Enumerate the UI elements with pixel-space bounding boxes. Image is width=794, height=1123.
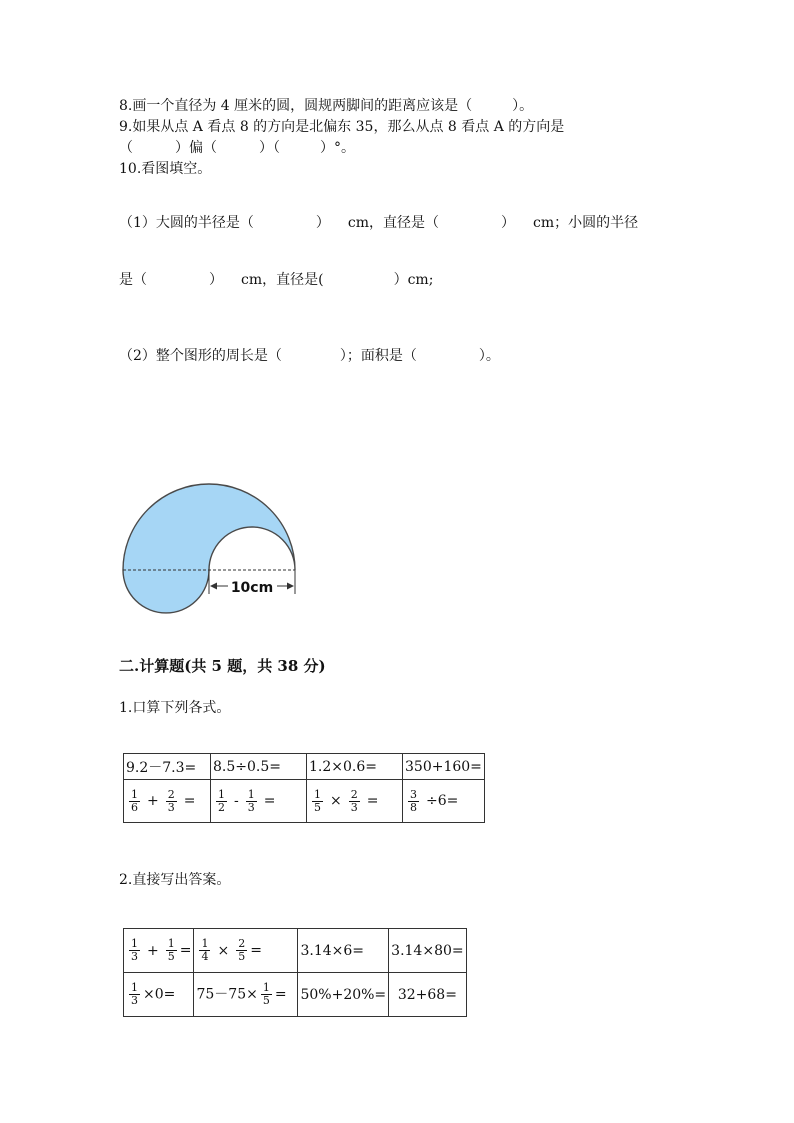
fraction: $\frac{1}{5}$	[314, 787, 321, 814]
table-cell: 8.5÷0.5=	[211, 754, 307, 780]
calc-2-title: 2.直接写出答案。	[119, 872, 231, 888]
table-row	[124, 780, 485, 823]
fraction: $\frac{1}{2}$	[218, 787, 225, 814]
question-10-part-2: （2）整个图形的周长是（ ）；面积是（ ）。	[119, 348, 500, 364]
question-10-title: 10.看图填空。	[119, 161, 212, 177]
table-row	[124, 754, 485, 780]
table-row	[124, 929, 467, 973]
fraction: $\frac{1}{3}$	[131, 937, 138, 963]
arrowhead-left-icon	[210, 583, 217, 590]
table-cell: 1.2×0.6=	[307, 754, 403, 780]
table-cell: 9.2－7.3=	[124, 754, 211, 780]
table-cell: $\frac{1}{2}$ - $\frac{1}{3}$ =	[211, 780, 307, 823]
table-cell: $\frac{1}{3}$ + $\frac{1}{5}$ =	[124, 929, 194, 973]
fraction: $\frac{1}{5}$	[167, 937, 175, 963]
arrowhead-right-icon	[287, 583, 294, 590]
table-cell: $\frac{3}{8}$ ÷6=	[403, 780, 485, 823]
table-cell: 32+68=	[389, 973, 466, 1017]
table-row	[124, 973, 467, 1017]
table-cell: 75－75× $\frac{1}{5}$ =	[194, 973, 298, 1017]
calc-1-table	[123, 753, 485, 823]
question-8: 8.画一个直径为 4 厘米的圆，圆规两脚间的距离应该是（ ）。	[119, 98, 534, 114]
table-cell: 3.14×80=	[389, 929, 466, 973]
fraction: $\frac{2}{5}$	[238, 937, 246, 963]
dimension-label: 10cm	[230, 580, 274, 596]
question-9-line-1: 9.如果从点 A 看点 8 的方向是北偏东 35，那么从点 8 看点 A 的方向是	[119, 119, 565, 135]
table-cell: $\frac{1}{5}$ × $\frac{2}{3}$ =	[307, 780, 403, 823]
table-cell: $\frac{1}{4}$ × $\frac{2}{5}$ =	[194, 929, 298, 973]
table-cell: 350+160=	[403, 754, 485, 780]
question-10-part-1-line-1: （1）大圆的半径是（ ） cm，直径是（ ） cm；小圆的半径	[119, 215, 639, 231]
fraction: $\frac{1}{6}$	[131, 787, 138, 814]
circle-figure	[110, 470, 310, 630]
fraction: $\frac{1}{5}$	[262, 981, 270, 1007]
section-2-title: 二.计算题(共 5 题，共 38 分)	[119, 657, 326, 675]
question-9-line-2: （ ）偏（ ）（ ）°。	[119, 140, 355, 156]
fraction: $\frac{1}{3}$	[131, 981, 138, 1007]
calc-1-title: 1.口算下列各式。	[119, 700, 231, 716]
table-cell: 3.14×6=	[298, 929, 389, 973]
fraction: $\frac{1}{3}$	[247, 787, 255, 814]
fraction: $\frac{2}{3}$	[167, 787, 175, 814]
fraction: $\frac{3}{8}$	[410, 787, 417, 814]
question-10-part-1-line-2: 是（ ） cm，直径是( ）cm;	[119, 272, 434, 288]
calc-2-table	[123, 928, 467, 1017]
fraction: $\frac{2}{3}$	[350, 787, 358, 814]
table-cell: $\frac{1}{3}$ ×0=	[124, 973, 194, 1017]
table-cell: 50%+20%=	[298, 973, 389, 1017]
fraction: $\frac{1}{4}$	[201, 937, 209, 963]
table-cell: $\frac{1}{6}$ + $\frac{2}{3}$ =	[124, 780, 211, 823]
